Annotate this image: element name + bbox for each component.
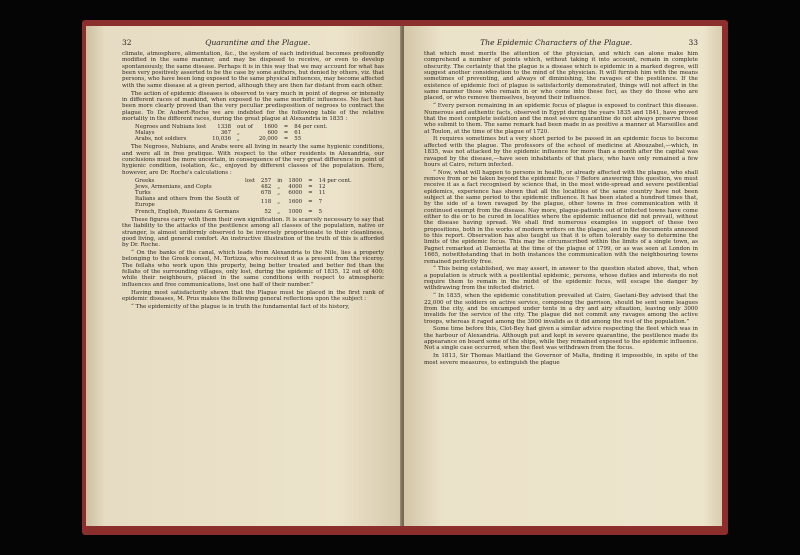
table-row: Turks 678 „ 6000 = 11 [135, 190, 326, 197]
paragraph: Some time before this, Clot-Bey had given a similar advice respecting the fleet which was in the harbour of Alexandria. Although put and kept in severe quarantine, the pestilence made its appearance on board some of the ships, while they remained exposed to the epidemic influence. Not a single case occurred, when the fleet was withdrawn from the focus. [424, 326, 698, 352]
book-cover [82, 20, 728, 535]
paragraph: “ Now, what will happen to persons in health, or already affected with the plague, who shall remove from or be taken beyond the epidemic focus ? Before answering this question, we must receive it as a fact recognised by science that, in the most wide-spread and severe pestilential epidemics, experience has shewn that all the localities of the same country have not been subject at the same period to the epidemic influence. It has been stated a hundred times that, by the side of a town ravaged by the plague, other towns in free communication with it continued exempt from the disease. Nay more, plague-patients out of infected towns have come either to die or to be cured in localities where the epidemic influence did not prevail, without the disease having spread. We shall find numerous examples in support of these two propositions, both in the works of modern writers on the plague, and in the documents annexed to this report. Observation has also taught us that it is often tolerably easy to determine the limits of the epidemic focus. This may be circumscribed within the limits of a single town, as Pagnet remarked at Damietta at the time of the plague of 1799, or as was seen at London in 1665, notwithstanding that in both instances the communication with the neighbouring towns remained perfectly free. [424, 169, 698, 265]
table-row: Italians and others from the South of Europe 118 „ 1600 = 7 [135, 196, 323, 209]
right-page-header [424, 38, 698, 47]
paragraph: “ On the banks of the canal, which leads from Alexandria to the Nile, lies a property belonging to the Greek consul, M. Tortizza, who received it as a present from the viceroy. The fellahs who work upon this property, being better treated and better fed than the fellahs of the surrounding villages, only lost, during the epidemic of 1835, 12 out of 400; while their neighbours, placed in the same conditions with respect to atmospheric influences and free communications, lost one half of their number.” [122, 250, 384, 288]
right-page-number: 33 [688, 38, 698, 47]
table-row: French, English, Russians & Germans 52 „ 1000 = 5 [135, 208, 323, 215]
right-running-title: The Epidemic Characters of the Plague. [480, 38, 633, 47]
table-row: Malays 367 „ 600 = 61 [135, 129, 302, 136]
table-row: Greeks lost 257 in 1800 = 14 per cent. [135, 177, 352, 184]
paragraph: The action of epidemic diseases is observed to vary much in point of degree or intensity in different races of mankind, when exposed to the same morbific influences. No fact has been more clearly proved than the very peculiar predisposition of negroes to contract the plague. To Dr. Aubert-Roche we are indebted for the following table of the relative mortality in the different races, during the great plague at Alexandria in 1835 : [122, 90, 384, 122]
paragraph: “ The epidemicity of the plague is in truth the fundamental fact of its history, [131, 303, 350, 310]
paragraph: climate, atmosphere, alimentation, &c., the system of each individual becomes profoundly modified in the same manner, and may be disposed to receive, or even to develop spontaneously, the same disease. Perhaps it is in this way that we may account for what has been very positively asserted to be the case by some authors, but denied by others, viz. that persons, who have been long exposed to the same physical influences, may become affected with the same disease at a given period, although they are then far distant from each other. [122, 51, 384, 89]
paragraph: “ This being established, we may assert, in answer to the question stated above, that, when a population is struck with a pestilential epidemic, persons, whose duties and interests do not require them to remain in the midst of the epidemic focus, will escape the danger by withdrawing from the infected district. [424, 266, 698, 292]
left-page [86, 26, 402, 526]
left-page-content [122, 38, 384, 312]
table-row: Negroes and Nubians lost 1338 out of 1600 = 84 per cent. [135, 123, 328, 130]
right-page [404, 26, 722, 526]
paragraph: Having most satisfactorily shewn that the Plague must be placed in the first rank of epidemic diseases, M. Prus makes the following general reflections upon the subject : [122, 289, 384, 302]
table-row: Jews, Armenians, and Copts 482 „ 4000 = 12 [135, 183, 326, 190]
paragraph: In 1813, Sir Thomas Maitland the Governor of Malta, finding it impossible, in spite of the most severe measures, to extinguish the plague [424, 353, 698, 366]
paragraph: These figures carry with them their own signification. It is scarcely necessary to say that the liability to the attacks of the pestilence among all classes of the population, native or stranger, is almost uniformly observed to be inversely proportionate to their cleanliness, good living, and general comfort. An instructive illustration of the truth of this is afforded by Dr. Roche. [122, 216, 384, 249]
left-page-number: 32 [122, 38, 132, 47]
paragraph: “ Every person remaining in an epidemic focus of plague is exposed to contract this disease. Numerous and authentic facts, observed in Egypt during the years 1835 and 1841, have proved that the most complete isolation and the most severe quarantine do not always preserve those who submit to them. The same remark had been made in as positive a manner at Marseilles and at Toulon, at the time of the plague of 1720. [424, 103, 698, 135]
mortality-table-residents [132, 178, 355, 215]
paragraph: that which most merits the attention of the physician, and which can alone make him comprehend a number of points which, without taking it into account, remain in complete obscurity. The certainty that the plague is a disease which is epidemic in a marked degree, will suggest another consideration to the mind of the physician. It will furnish him with the means sometimes of preventing, and always of diminishing, the ravages of the pestilence. If the existence of epidemic foci of plague is satisfactorily demonstrated, things will not affect in the same manner those who remain in or who come into these foci, as they do those who are placed, or who remove themselves, beyond their influence. [424, 51, 698, 102]
table-row: Arabs, not soldiers 10,036 „ 20,000 = 55 [135, 136, 302, 143]
left-page-header [122, 38, 384, 47]
paragraph: It requires sometimes but a very short period to be passed in an epidemic focus to become affected with the plague. The professors of the school of medicine at Abouzabel,—which, in 1835, was not attacked by the epidemic influence for more than a month after the capital was ravaged by the disease,—have seen inhabitants of that place, who have only remained a few hours at Cairo, return infected. [424, 136, 698, 168]
paragraph: “ In 1835, when the epidemic constitution prevailed at Cairo, Gaetani-Bey advised that the 22,000 of the soldiers on active service, composing the garrison, should be sent some leagues from the city, and be encamped under tents in a dry and airy situation, leaving only 3000 invalids for the service of the city. The plague did not commit any ravages among the active troops, whereas it raged among the 3000 invalids as it did among the rest of the population.” [424, 293, 698, 325]
right-page-content [424, 38, 698, 368]
left-running-title: Quarantine and the Plague. [205, 38, 311, 47]
paragraph: The Negroes, Nubians, and Arabs were all living in nearly the same hygienic conditions, and were all in free pratique. With respect to the other residents in Alexandria, our conclusions must be more uncertain, in consequence of the very great difference in point of hygienic condition, isolation, &c., enjoyed by different classes of the population. Here, however, are Dr. Roche's calculations : [122, 144, 384, 176]
mortality-table-races [132, 124, 330, 143]
